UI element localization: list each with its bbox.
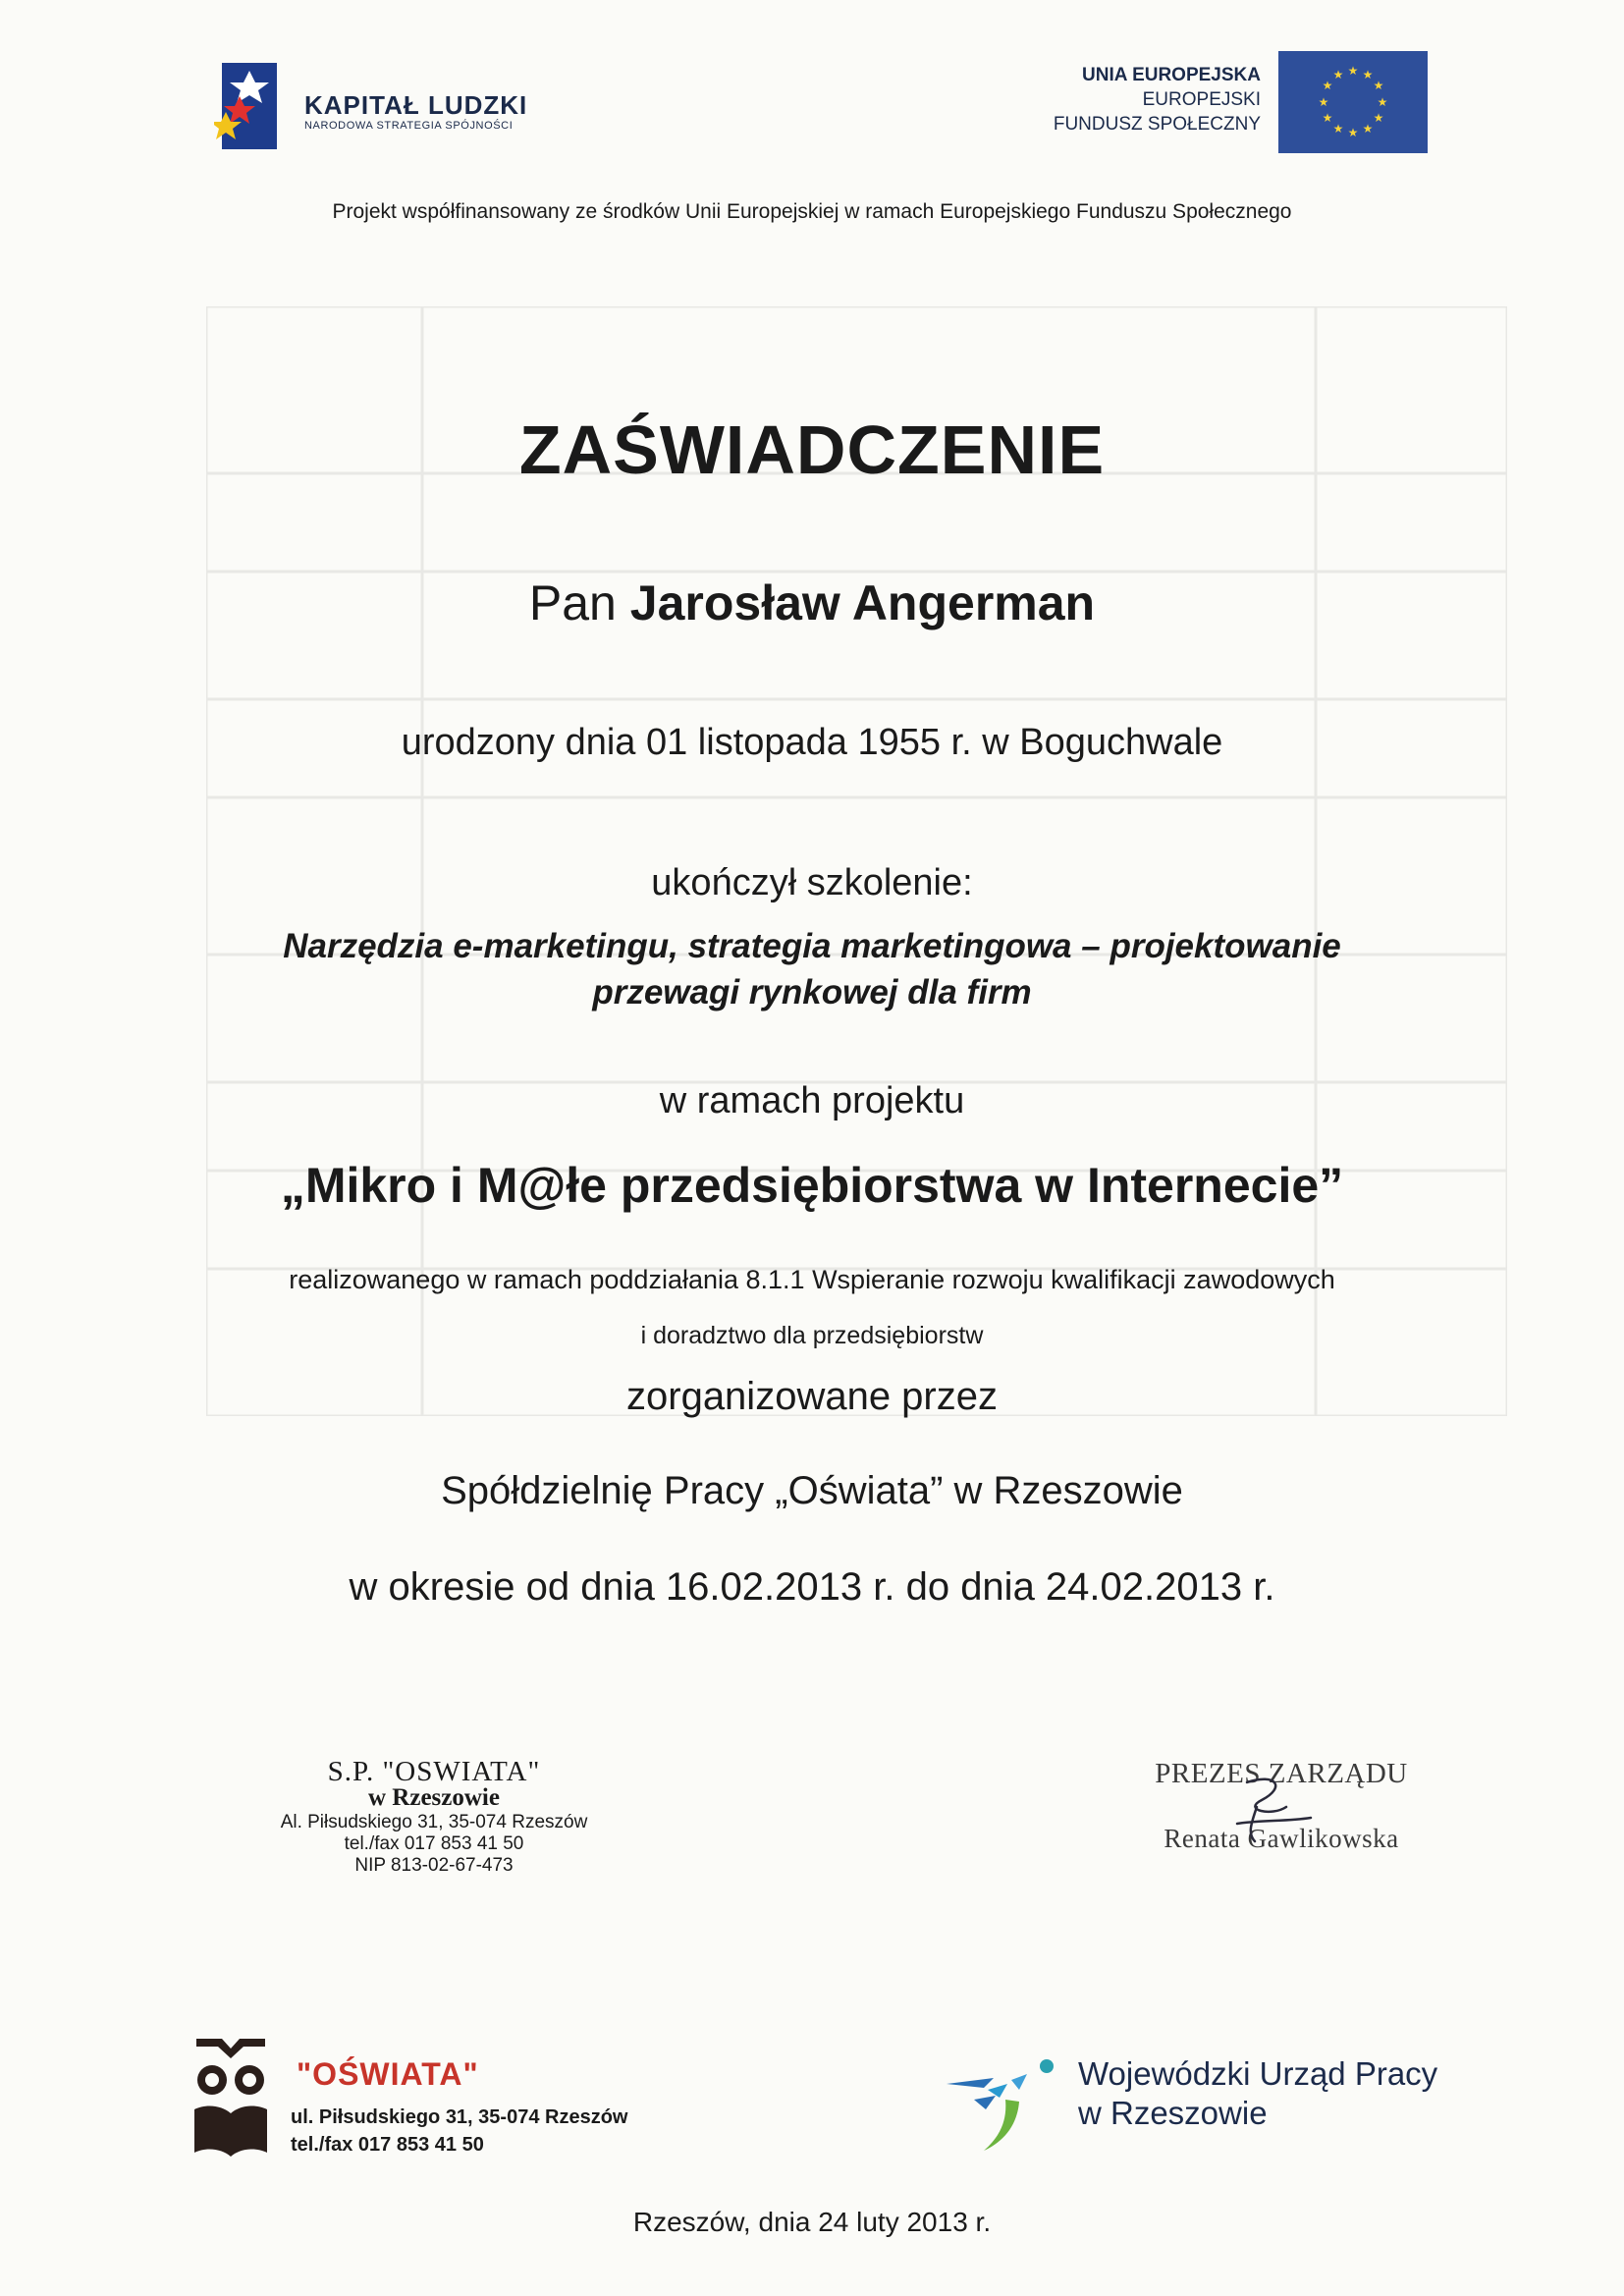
oswiata-address-line-2: tel./fax 017 853 41 50 xyxy=(291,2134,484,2156)
svg-text:★: ★ xyxy=(1373,111,1384,125)
kapital-ludzki-logo-icon xyxy=(214,57,279,155)
svg-text:★: ★ xyxy=(1318,95,1329,109)
svg-text:★: ★ xyxy=(1377,95,1388,109)
course-line-2: przewagi rynkowej dla firm xyxy=(592,973,1032,1011)
stamp-line-3: Al. Piłsudskiego 31, 35-074 Rzeszów xyxy=(280,1812,588,1832)
birth-info: urodzony dnia 01 listopada 1955 r. w Boguchwale xyxy=(401,722,1223,763)
organizer-name: Spółdzielnię Pracy „Oświata” w Rzeszowie xyxy=(441,1469,1183,1512)
salutation: Pan xyxy=(528,575,617,630)
wup-line-2: w Rzeszowie xyxy=(1078,2095,1268,2131)
signer-role: PREZES ZARZĄDU xyxy=(1155,1758,1408,1789)
stamp-line-2: w Rzeszowie xyxy=(368,1784,500,1811)
eu-fund-text xyxy=(1054,63,1261,137)
stamp-line-1: S.P. "OSWIATA" xyxy=(327,1756,541,1787)
organized-by-text: zorganizowane przez xyxy=(626,1375,998,1418)
course-line-1: Narzędzia e-marketingu, strategia marketingowa – projektowanie xyxy=(283,927,1341,965)
svg-text:★: ★ xyxy=(1347,126,1359,139)
place-and-date: Rzeszów, dnia 24 luty 2013 r. xyxy=(632,2207,992,2237)
certificate-title: ZAŚWIADCZENIE xyxy=(518,411,1106,488)
eu-line-3: FUNDUSZ SPOŁECZNY xyxy=(1053,114,1261,135)
course-name xyxy=(0,923,1624,1015)
svg-text:★: ★ xyxy=(1322,111,1333,125)
svg-text:★: ★ xyxy=(1373,79,1384,92)
oswiata-name: "OŚWIATA" xyxy=(297,2056,479,2092)
recipient-name: Jarosław Angerman xyxy=(629,575,1096,630)
organization-stamp xyxy=(228,1756,640,1877)
wup-logo-icon xyxy=(945,2045,1062,2153)
svg-text:★: ★ xyxy=(1332,122,1344,136)
signer-name: Renata Gawlikowska xyxy=(1164,1824,1399,1853)
svg-text:★: ★ xyxy=(1322,79,1333,92)
kapital-ludzki-subtitle: NARODOWA STRATEGIA SPÓJNOŚCI xyxy=(304,120,514,132)
stamp-line-5: NIP 813-02-67-473 xyxy=(354,1855,514,1876)
realization-note xyxy=(0,1252,1624,1364)
stamp-line-4: tel./fax 017 853 41 50 xyxy=(344,1833,524,1854)
svg-text:★: ★ xyxy=(1362,68,1374,82)
completed-text: ukończył szkolenie: xyxy=(651,862,973,903)
cofinance-note: Projekt współfinansowany ze środków Unii Europejskiej w ramach Europejskiego Funduszu Społecznego xyxy=(332,200,1292,223)
eu-flag-icon xyxy=(1278,51,1428,153)
recipient-line xyxy=(0,574,1624,631)
wup-name xyxy=(1078,2054,1437,2133)
oswiata-address-line-1: ul. Piłsudskiego 31, 35-074 Rzeszów xyxy=(291,2106,628,2128)
in-project-text: w ramach projektu xyxy=(659,1080,965,1121)
project-name: „Mikro i M@łe przedsiębiorstwa w Internecie” xyxy=(280,1158,1344,1213)
eu-line-2: EUROPEJSKI xyxy=(1142,89,1261,110)
oswiata-address xyxy=(291,2104,627,2159)
svg-text:★: ★ xyxy=(1347,64,1359,78)
training-period: w okresie od dnia 16.02.2013 r. do dnia 24.02.2013 r. xyxy=(349,1565,1275,1609)
wup-line-1: Wojewódzki Urząd Pracy xyxy=(1078,2055,1438,2092)
svg-text:★: ★ xyxy=(1362,122,1374,136)
eu-line-1: UNIA EUROPEJSKA xyxy=(1082,65,1261,85)
realization-line-1: realizowanego w ramach poddziałania 8.1.1 Wspieranie rozwoju kwalifikacji zawodowych xyxy=(289,1265,1335,1294)
handwritten-signature-icon xyxy=(1218,1763,1326,1851)
kapital-ludzki-title: KAPITAŁ LUDZKI xyxy=(304,90,528,120)
oswiata-logo-icon xyxy=(192,2035,269,2159)
realization-line-2: i doradztwo dla przedsiębiorstw xyxy=(640,1322,984,1349)
svg-text:★: ★ xyxy=(1332,68,1344,82)
